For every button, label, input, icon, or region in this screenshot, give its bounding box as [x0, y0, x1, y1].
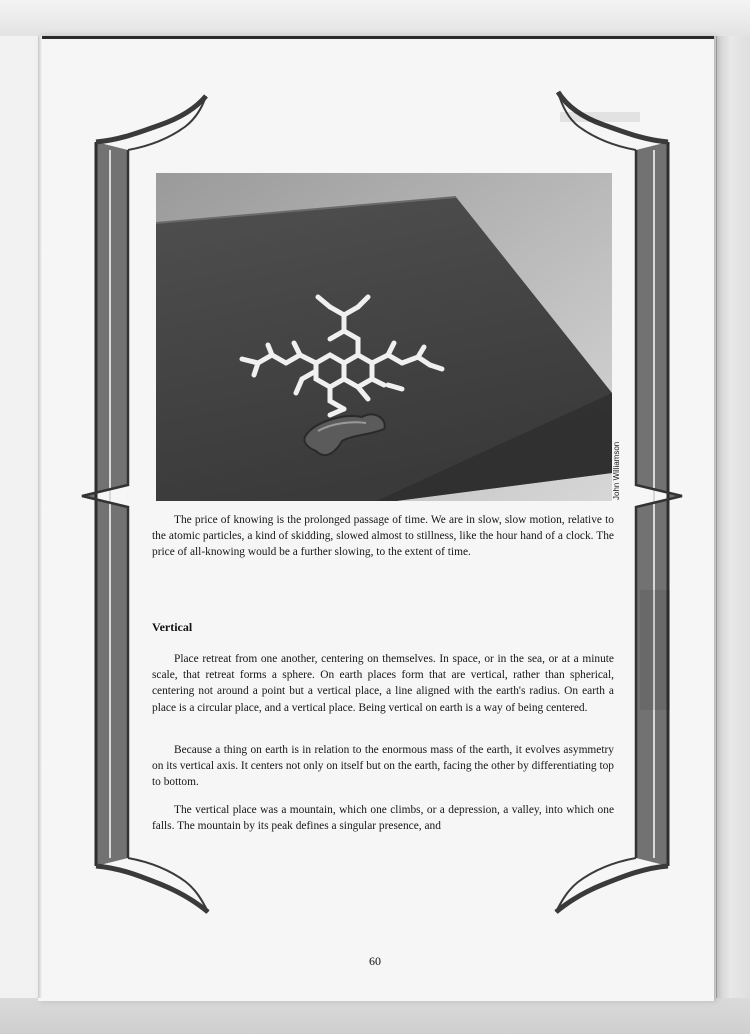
photo-credit: John Williamson	[612, 441, 621, 500]
paragraph: Place retreat from one another, centering on themselves. In space, or in the sea, or at a minute scale, that retreat forms a sphere. On earth places form that are vertical, rather than spherical, centering not around a point but a vertical place, a line aligned with the earth's radius. On earth a place is a circular place, and a vertical place. Being vertical on earth is a way of being centered.	[152, 653, 614, 714]
body-paragraph-3	[152, 802, 614, 834]
page-gutter-shadow	[38, 36, 42, 998]
scan-bottom-edge	[0, 998, 750, 1034]
section-heading: Vertical	[152, 620, 193, 634]
scan-top-edge	[0, 0, 750, 36]
body-paragraph-2	[152, 742, 614, 791]
paragraph: The price of knowing is the prolonged passage of time. We are in slow, slow motion, relative to the atomic particles, a kind of skidding, slowed almost to stillness, like the hour hand of a clock. The price of all-knowing would be a further slowing, to the extent of time.	[152, 514, 614, 559]
paragraph: Because a thing on earth is in relation to the enormous mass of the earth, it evolves asymmetry on its vertical axis. It centers not only on itself but on the earth, facing the other by differentiating top to bottom.	[152, 744, 614, 789]
molecule-sculpture-image	[156, 173, 612, 501]
body-paragraph-1	[152, 651, 614, 716]
paragraph: The vertical place was a mountain, which one climbs, or a depression, a valley, into which one falls. The mountain by its peak defines a singular presence, and	[152, 804, 614, 833]
intro-paragraph	[152, 512, 614, 561]
page-number: 60	[369, 954, 381, 968]
adjacent-page-edge	[716, 36, 750, 998]
photograph	[156, 173, 612, 501]
